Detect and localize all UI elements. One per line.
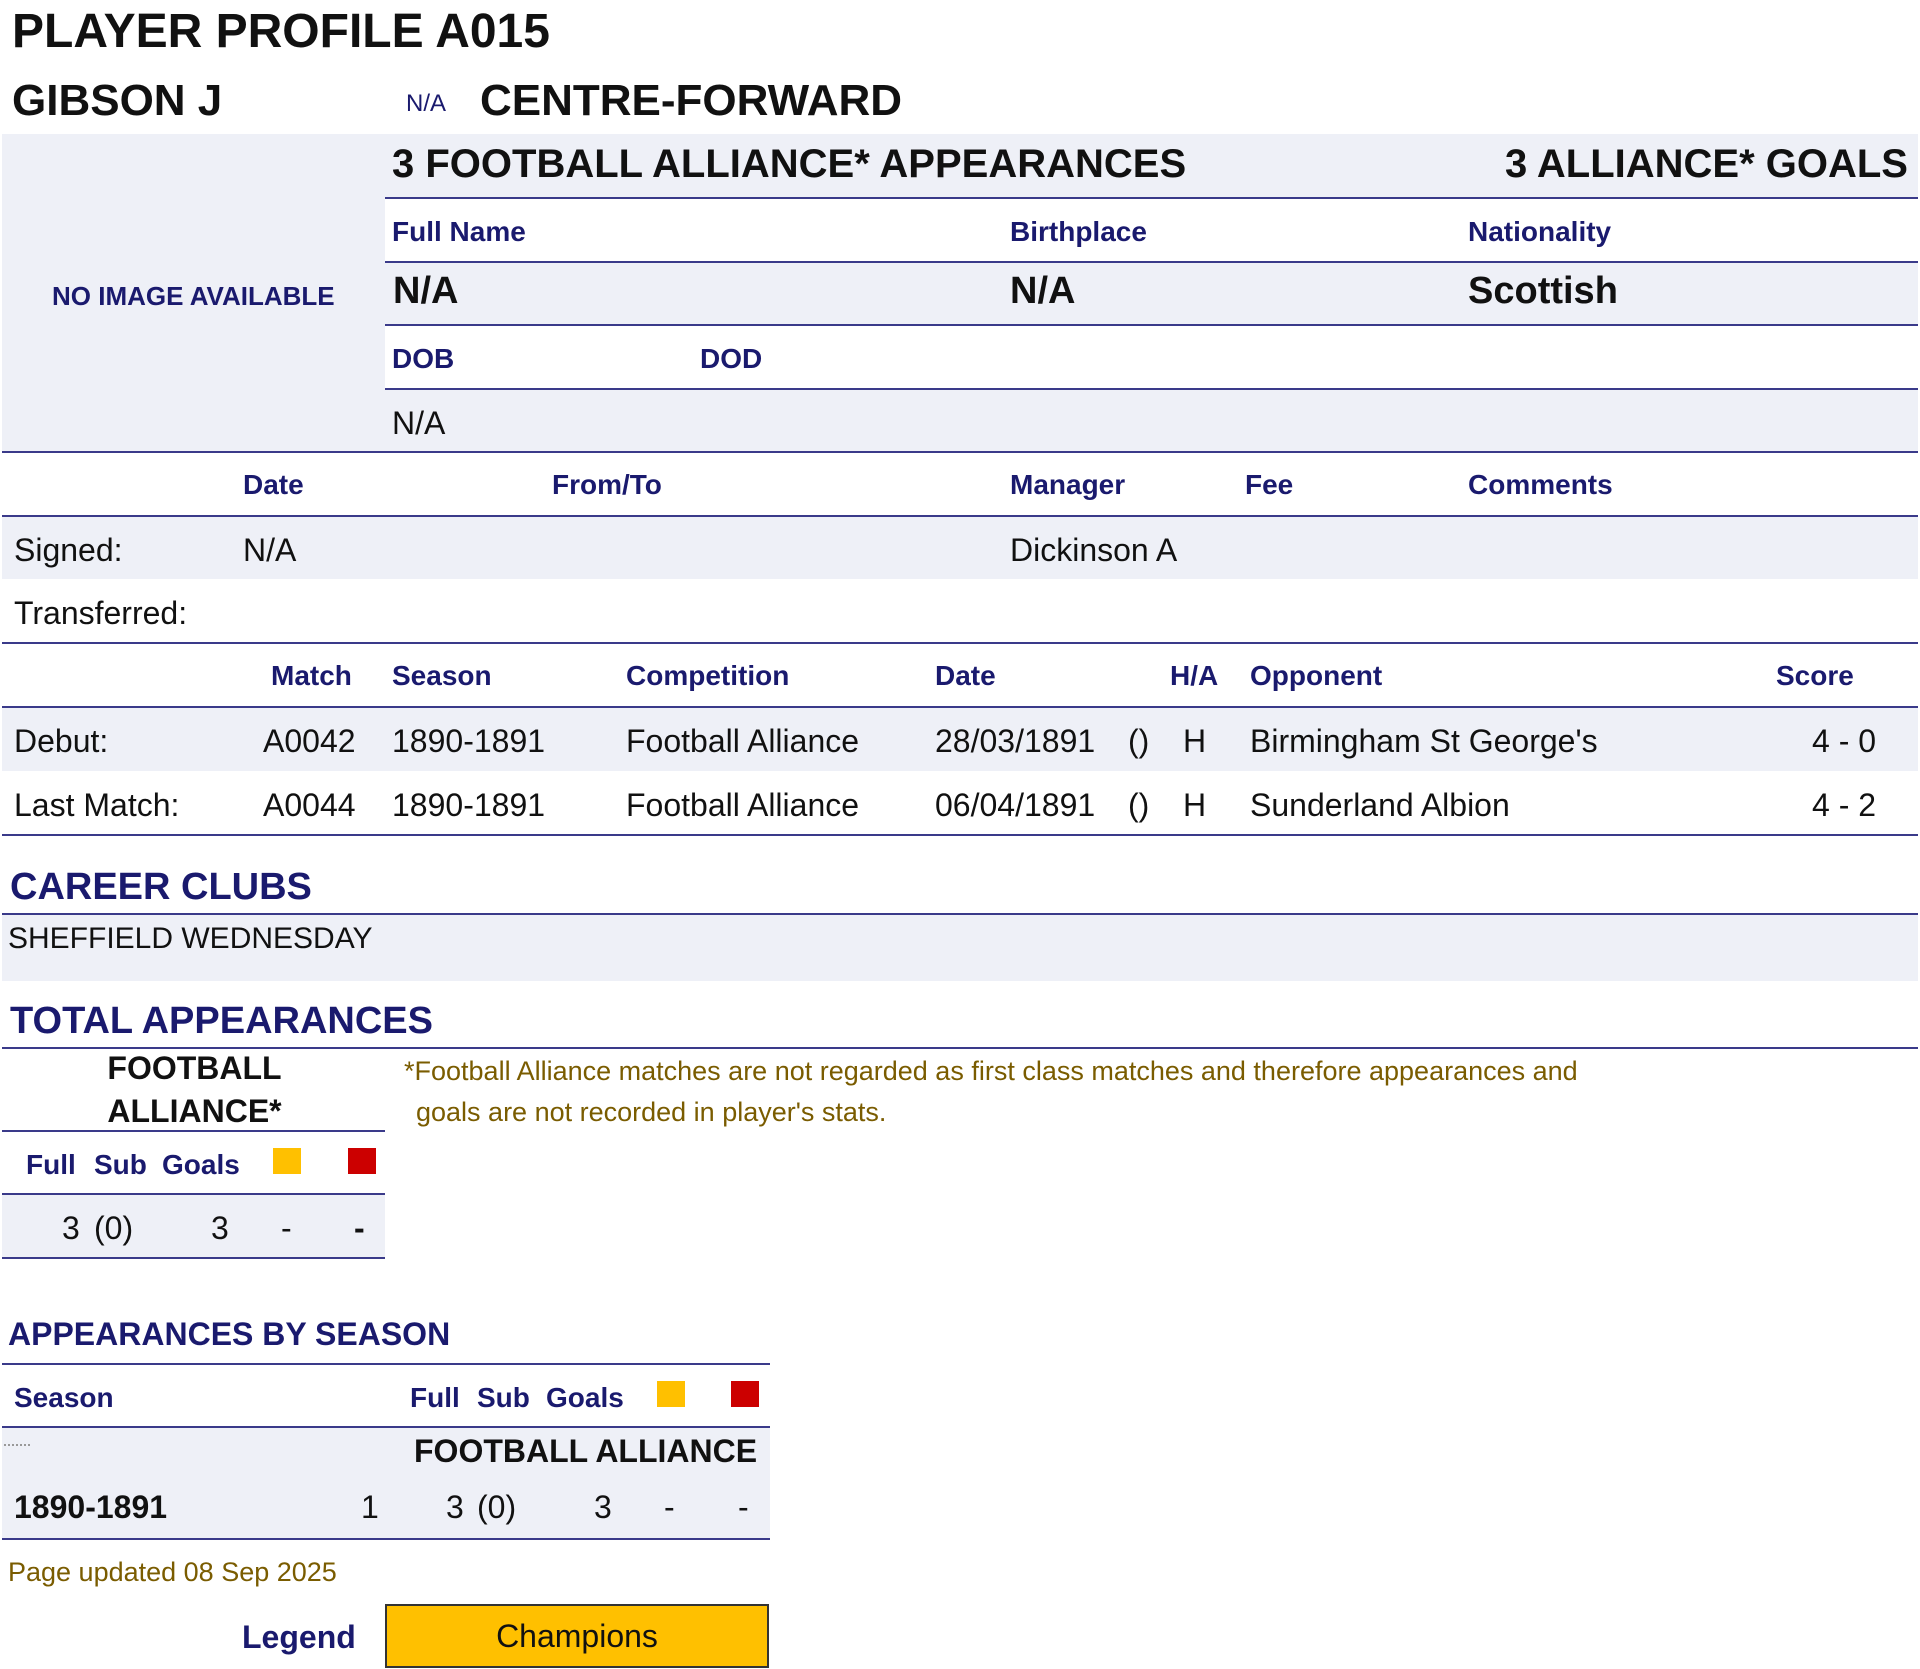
match-id: A0044 [263,787,356,823]
by-season-full-header: Full [410,1382,460,1413]
match-header: Match [271,660,352,691]
season-red: - [738,1489,749,1525]
totals-red: - [354,1210,365,1246]
totals-competition-line2: ALLIANCE* [107,1093,282,1129]
player-name: GIBSON J [12,76,223,125]
date-header: Date [935,660,996,691]
season-label: 1890-1891 [14,1489,168,1525]
dod-label: DOD [700,343,763,374]
competition: Football Alliance [626,723,860,759]
by-season-sub-header: Sub [477,1382,530,1413]
birthplace-label: Birthplace [1010,216,1147,247]
season-goals: 3 [594,1489,612,1525]
page-title: PLAYER PROFILE A015 [12,5,550,58]
competition-header: Competition [626,660,790,691]
goals-summary: 3 ALLIANCE* GOALS [1505,142,1908,186]
season-yellow: - [664,1489,675,1525]
season-sub: (0) [477,1489,517,1525]
by-season-goals-header: Goals [546,1382,624,1413]
legend-champions: Champions [385,1604,769,1668]
dob-value: N/A [392,405,446,441]
opponent-header: Opponent [1250,660,1383,691]
appearances-summary: 3 FOOTBALL ALLIANCE* APPEARANCES [392,142,1187,186]
by-season-competition: FOOTBALL ALLIANCE [414,1433,758,1469]
legend-label: Legend [242,1619,356,1655]
totals-goals: 3 [211,1210,229,1246]
transfer-fromto-header: From/To [552,469,662,500]
totals-sub-header: Sub [94,1149,147,1180]
by-season-season-header: Season [14,1382,114,1413]
score-header: Score [1776,660,1854,691]
match-extra: () [1128,723,1150,759]
transfer-comments-header: Comments [1468,469,1613,500]
totals-sub: (0) [94,1210,134,1246]
season-index: 1 [361,1489,379,1525]
total-appearances-title: TOTAL APPEARANCES [10,1000,433,1042]
totals-full: 3 [62,1210,80,1246]
season-full: 3 [446,1489,464,1525]
nationality-label: Nationality [1468,216,1612,247]
transferred-label: Transferred: [14,595,188,631]
home-away: H [1183,787,1207,823]
footnote-line1: *Football Alliance matches are not regarded as first class matches and therefore appearances and [404,1056,1578,1086]
full-name-label: Full Name [392,216,526,247]
signed-label: Signed: [14,532,123,568]
totals-full-header: Full [26,1149,76,1180]
divider [2,451,1918,453]
signed-manager: Dickinson A [1010,532,1178,568]
transfer-date-header: Date [243,469,304,500]
home-away: H [1183,723,1207,759]
career-clubs-list: SHEFFIELD WEDNESDAY [8,922,373,955]
yellow-card-icon [273,1148,301,1174]
season: 1890-1891 [392,787,546,823]
yellow-card-icon [657,1381,685,1407]
dates-header-band [385,326,1918,388]
divider [2,1257,385,1259]
opponent: Sunderland Albion [1250,787,1510,823]
divider [2,834,1918,836]
divider [385,388,1918,390]
score: 4 - 0 [1812,723,1877,759]
signed-date: N/A [243,532,297,568]
divider [2,1130,385,1132]
bio-header-band [385,199,1918,261]
ha-header: H/A [1170,660,1219,691]
season-header: Season [392,660,492,691]
red-card-icon [348,1148,376,1174]
match-date: 06/04/1891 [935,787,1096,823]
page-updated: Page updated 08 Sep 2025 [8,1557,337,1587]
full-name-value: N/A [393,270,459,312]
divider [2,1363,770,1365]
divider [2,642,1918,644]
last-match-label: Last Match: [14,787,180,823]
totals-goals-header: Goals [162,1149,240,1180]
red-card-icon [731,1381,759,1407]
competition: Football Alliance [626,787,860,823]
nationality-value: Scottish [1468,270,1618,312]
footnote-line2: goals are not recorded in player's stats. [416,1097,887,1127]
divider [2,1047,1918,1049]
player-number: N/A [406,90,447,117]
totals-competition-line1: FOOTBALL [107,1050,282,1086]
player-position: CENTRE-FORWARD [480,76,903,125]
career-clubs-title: CAREER CLUBS [10,866,312,908]
transfer-manager-header: Manager [1010,469,1126,500]
dotted-marker [4,1444,30,1446]
score: 4 - 2 [1812,787,1877,823]
match-extra: () [1128,787,1150,823]
totals-yellow: - [281,1210,292,1246]
season: 1890-1891 [392,723,546,759]
birthplace-value: N/A [1010,270,1076,312]
by-season-title: APPEARANCES BY SEASON [8,1316,451,1352]
transfer-fee-header: Fee [1245,469,1294,500]
opponent: Birmingham St George's [1250,723,1598,759]
divider [385,261,1918,263]
divider [2,1538,770,1540]
no-image-placeholder: NO IMAGE AVAILABLE [52,281,335,311]
totals-row-bg [2,1195,385,1257]
match-date: 28/03/1891 [935,723,1096,759]
debut-label: Debut: [14,723,109,759]
match-id: A0042 [263,723,356,759]
dob-label: DOB [392,343,455,374]
